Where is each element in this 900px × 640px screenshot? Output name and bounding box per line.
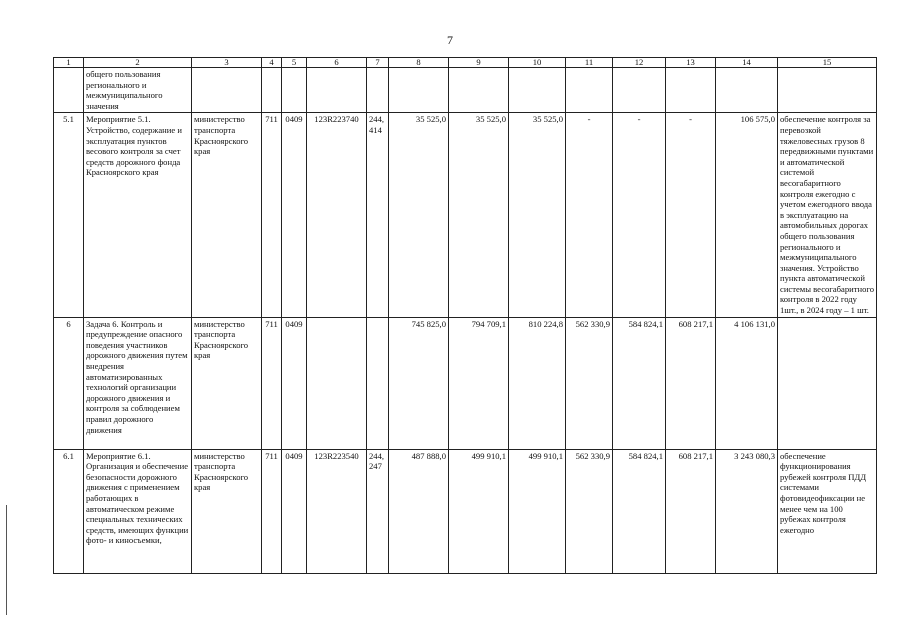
row-expense-type: 244, 247	[367, 449, 389, 573]
row-target-code: 123R223540	[307, 449, 367, 573]
row-value: 584 824,1	[613, 449, 666, 573]
header-cell: 2	[84, 58, 192, 68]
row-total: 4 106 131,0	[716, 317, 778, 449]
header-row	[54, 58, 877, 68]
row-executor: министерство транспорта Красноярского края	[192, 317, 262, 449]
row-value	[566, 68, 613, 113]
row-section	[282, 68, 307, 113]
row-value: 608 217,1	[666, 317, 716, 449]
header-cell: 7	[367, 58, 389, 68]
row-result	[778, 68, 877, 113]
row-total	[716, 68, 778, 113]
row-title: Задача 6. Контроль и предупреждение опасного поведения участников дорожного движения путем внедрения автоматизированных технологий организации дорожного движения и контроля за соблюдением правил дорожного движения	[84, 317, 192, 449]
row-expense-type	[367, 317, 389, 449]
row-section: 0409	[282, 449, 307, 573]
row-value: -	[613, 113, 666, 317]
header-cell: 5	[282, 58, 307, 68]
header-cell: 14	[716, 58, 778, 68]
row-executor: министерство транспорта Красноярского края	[192, 113, 262, 317]
row-title: Мероприятие 5.1. Устройство, содержание и эксплуатация пунктов весового контроля за счет средств дорожного фонда Красноярского края	[84, 113, 192, 317]
row-value: 608 217,1	[666, 449, 716, 573]
row-result	[778, 317, 877, 449]
header-cell: 1	[54, 58, 84, 68]
header-cell: 6	[307, 58, 367, 68]
row-result: обеспечение функционирования рубежей контроля ПДД системами фотовидеофиксации не менее чем на 100 рубежах контроля ежегодно	[778, 449, 877, 573]
row-value: 562 330,9	[566, 317, 613, 449]
row-section: 0409	[282, 113, 307, 317]
table-row	[54, 113, 877, 317]
row-number: 6.1	[54, 449, 84, 573]
table-row	[54, 317, 877, 449]
row-number: 5.1	[54, 113, 84, 317]
header-cell: 4	[262, 58, 282, 68]
row-value: 794 709,1	[449, 317, 509, 449]
header-cell: 15	[778, 58, 877, 68]
program-table	[53, 57, 877, 574]
row-total: 3 243 080,3	[716, 449, 778, 573]
row-grbs	[262, 68, 282, 113]
row-value: -	[666, 113, 716, 317]
row-value: 35 525,0	[389, 113, 449, 317]
row-value: 745 825,0	[389, 317, 449, 449]
row-title: общего пользования регионального и межмуниципального значения	[84, 68, 192, 113]
row-value	[449, 68, 509, 113]
row-value: 584 824,1	[613, 317, 666, 449]
page-number: 7	[447, 33, 453, 47]
margin-line	[6, 505, 7, 615]
header-cell: 12	[613, 58, 666, 68]
row-value: 499 910,1	[509, 449, 566, 573]
row-value: 35 525,0	[449, 113, 509, 317]
row-grbs: 711	[262, 317, 282, 449]
row-target-code	[307, 317, 367, 449]
row-target-code	[307, 68, 367, 113]
row-value: 35 525,0	[509, 113, 566, 317]
row-target-code: 123R223740	[307, 113, 367, 317]
header-cell: 11	[566, 58, 613, 68]
row-value	[666, 68, 716, 113]
table-row	[54, 68, 877, 113]
row-value: 487 888,0	[389, 449, 449, 573]
row-title: Мероприятие 6.1. Организация и обеспечение безопасности дорожного движения с применением работающих в автоматическом режиме специальных технических средств, имеющих функции фото- и киносъемки,	[84, 449, 192, 573]
row-value: -	[566, 113, 613, 317]
row-value	[613, 68, 666, 113]
header-cell: 9	[449, 58, 509, 68]
row-total: 106 575,0	[716, 113, 778, 317]
row-executor	[192, 68, 262, 113]
row-value: 810 224,8	[509, 317, 566, 449]
table-row	[54, 449, 877, 573]
row-number: 6	[54, 317, 84, 449]
row-grbs: 711	[262, 449, 282, 573]
header-cell: 13	[666, 58, 716, 68]
header-cell: 3	[192, 58, 262, 68]
row-number	[54, 68, 84, 113]
header-cell: 8	[389, 58, 449, 68]
row-expense-type	[367, 68, 389, 113]
row-executor: министерство транспорта Красноярского края	[192, 449, 262, 573]
row-grbs: 711	[262, 113, 282, 317]
header-cell: 10	[509, 58, 566, 68]
row-expense-type: 244, 414	[367, 113, 389, 317]
row-section: 0409	[282, 317, 307, 449]
row-result: обеспечение контроля за перевозкой тяжеловесных грузов 8 передвижными пунктами и автоматической системой весогабаритного контроля ежегодно с учетом ежегодного ввода в эксплуатацию на автомобильных дорогах общего пользования регионального и межмуниципального значения. Устройство пункта автоматической системы весогабаритного контроля в 2022 году 1шт., в 2024 году – 1 шт.	[778, 113, 877, 317]
row-value: 499 910,1	[449, 449, 509, 573]
row-value	[389, 68, 449, 113]
row-value: 562 330,9	[566, 449, 613, 573]
row-value	[509, 68, 566, 113]
